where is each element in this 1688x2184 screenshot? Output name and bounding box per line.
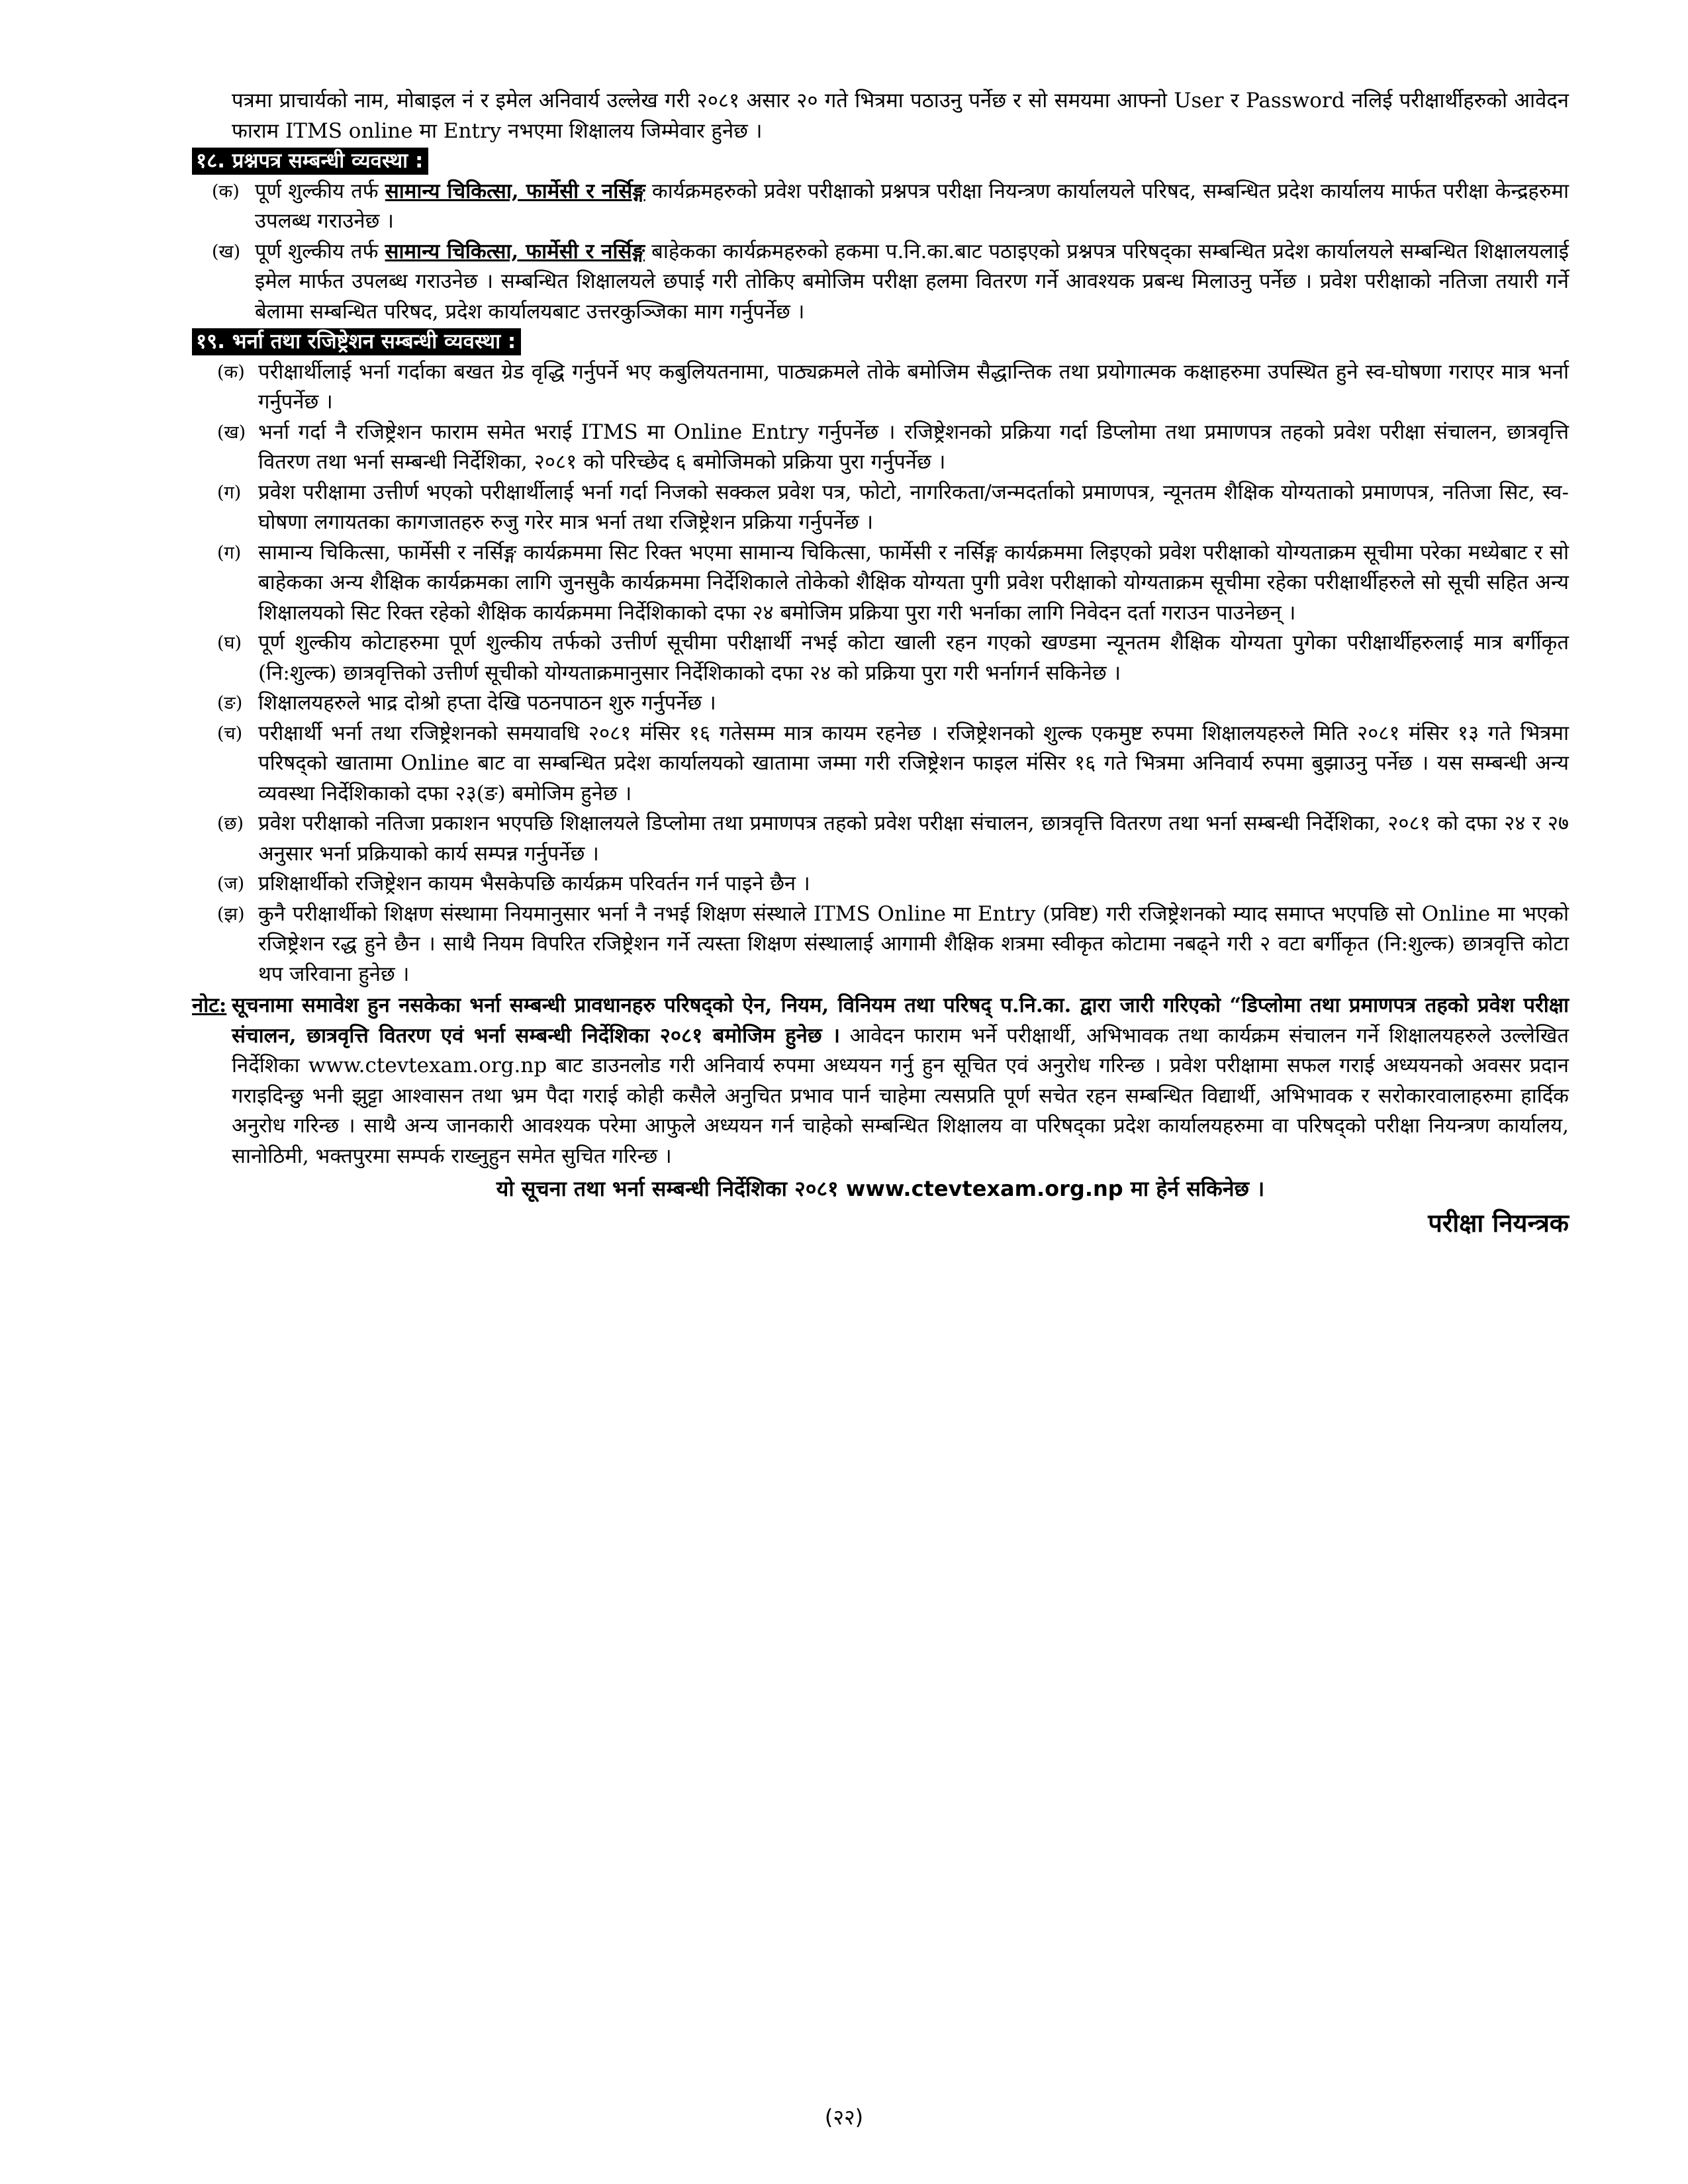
item-bold-programs: सामान्य चिकित्सा, फार्मेसी र नर्सिङ्ग — [385, 179, 645, 203]
item-text: कार्यक्रमहरुको प्रवेश परीक्षाको प्रश्नपत्र परीक्षा नियन्त्रण कार्यालयले परिषद, सम्बन्धित प्रदेश कार्यालय मार्फत परीक्षा केन्द्रहरुमा उपलब्ध गराउनेछ । — [255, 179, 1569, 233]
note-bold-text: सूचनामा समावेश हुन नसकेका भर्ना सम्बन्धी प्रावधानहरु परिषद्को ऐन, नियम, विनियम तथा परिषद् प.नि.का. द्वारा जारी गरिएको “डिप्लोमा तथा प्रमाणपत्र तहको प्रवेश परीक्षा संचालन, छात्रवृत्ति वितरण एवं भर्ना सम्बन्धी निर्देशिका २०८१ बमोजिम हुनेछ । — [232, 993, 1569, 1048]
item-marker: (ग) — [217, 482, 242, 503]
item-text: प्रशिक्षार्थीको रजिष्ट्रेशन कायम भैसकेपछि कार्यक्रम परिवर्तन गर्न पाइने छैन । — [258, 872, 810, 895]
item-text: प्रवेश परीक्षाको नतिजा प्रकाशन भएपछि शिक्षालयले डिप्लोमा तथा प्रमाणपत्र तहको प्रवेश परीक्षा संचालन, छात्रवृत्ति वितरण तथा भर्ना सम्बन्धी निर्देशिका, २०८१ को दफा २४ र २७ अनुसार भर्ना प्रक्रियाको कार्य सम्पन्न गर्नुपर्नेछ । — [258, 811, 1569, 866]
item-marker: (झ) — [217, 903, 245, 925]
section-19-item — [192, 478, 1569, 538]
item-text: शिक्षालयहरुले भाद्र दोश्रो हप्ता देखि पठनपाठन शुरु गर्नुपर्नेछ । — [258, 691, 716, 715]
item-marker: (ग) — [217, 542, 242, 563]
section-19-item — [192, 809, 1569, 869]
item-text: परीक्षार्थीलाई भर्ना गर्दाका बखत ग्रेड वृद्धि गर्नुपर्ने भए कबुलियतनामा, पाठ्यक्रमले तोके बमोजिम सैद्धान्तिक तथा प्रयोगात्मक कक्षाहरुमा उपस्थित हुने स्व-घोषणा गराएर मात्र भर्ना गर्नुपर्नेछ । — [258, 359, 1569, 414]
section-19-item — [192, 719, 1569, 809]
section-18-heading: १८. प्रश्नपत्र सम्बन्धी व्यवस्था : — [192, 148, 428, 175]
section-19-item — [192, 688, 1569, 719]
item-text: भर्ना गर्दा नै रजिष्ट्रेशन फाराम समेत भराई ITMS मा Online Entry गर्नुपर्नेछ । रजिष्ट्रेशनको प्रक्रिया गर्दा डिप्लोमा तथा प्रमाणपत्र तहको प्रवेश परीक्षा संचालन, छात्रवृत्ति वितरण तथा भर्ना सम्बन्धी निर्देशिका, २०८१ को परिच्छेद ६ बमोजिमको प्रक्रिया पुरा गर्नुपर्नेछ । — [258, 420, 1569, 474]
item-marker: (ख) — [212, 241, 241, 262]
item-marker: (क) — [217, 361, 245, 383]
intro-paragraph: पत्रमा प्राचार्यको नाम, मोबाइल नं र इमेल अनिवार्य उल्लेख गरी २०८१ असार २० गते भित्रमा पठाउनु पर्नेछ र सो समयमा आफ्नो User र Password नलिई परीक्षार्थीहरुको आवेदन फाराम ITMS online मा Entry नभएमा शिक्षालय जिम्मेवार हुनेछ । — [232, 89, 1569, 143]
item-text: पूर्ण शुल्कीय कोटाहरुमा पूर्ण शुल्कीय तर्फको उत्तीर्ण सूचीमा परीक्षार्थी नभई कोटा खाली रहन गएको खण्डमा न्यूनतम शैक्षिक योग्यता पुगेका परीक्षार्थीहरुलाई मात्र बर्गीकृत (नि:शुल्क) छात्रवृत्तिको उत्तीर्ण सूचीको योग्यताक्रमानुसार निर्देशिकाको दफा २४ को प्रक्रिया पुरा गरी भर्नागर्न सकिनेछ । — [258, 631, 1569, 685]
note-label: नोट: — [192, 993, 227, 1017]
section-19-item — [192, 869, 1569, 899]
item-marker: (ङ) — [217, 693, 243, 713]
item-text: कुनै परीक्षार्थीको शिक्षण संस्थामा नियमानुसार भर्ना नै नभई शिक्षण संस्थाले ITMS Online मा Entry (प्रविष्ट) गरी रजिष्ट्रेशनको म्याद समाप्त भएपछि सो Online मा भएको रजिष्ट्रेशन रद्ध हुने छैन । साथै नियम विपरित रजिष्ट्रेशन गर्ने त्यस्ता शिक्षण संस्थालाई आगामी शैक्षिक शत्रमा स्वीकृत कोटामा नबढ्ने गरी २ वटा बर्गीकृत (नि:शुल्क) छात्रवृत्ति कोटा थप जरिवाना हुनेछ । — [258, 901, 1569, 986]
section-19-item — [192, 628, 1569, 688]
document-page — [192, 86, 1569, 1238]
section-18-item-kha — [192, 237, 1569, 328]
item-text: प्रवेश परीक्षामा उत्तीर्ण भएको परीक्षार्थीलाई भर्ना गर्दा निजको सक्कल प्रवेश पत्र, फोटो, नागरिकता/जन्मदर्ताको प्रमाणपत्र, न्यूनतम शैक्षिक योग्यताको प्रमाणपत्र, नतिजा सिट, स्व-घोषणा लगायतका कागजातहरु रुजु गरेर मात्र भर्ना तथा रजिष्ट्रेशन प्रक्रिया गर्नुपर्नेछ । — [258, 480, 1569, 534]
item-marker: (ज) — [217, 874, 245, 894]
note-text: आवेदन फाराम भर्ने परीक्षार्थी, अभिभावक तथा कार्यक्रम संचालन गर्ने शिक्षालयहरुले उल्लेखित निर्देशिका www.ctevtexam.org.np बाट डाउनलोड गरी अनिवार्य रुपमा अध्ययन गर्नु हुन सूचित एवं अनुरोध गरिन्छ । प्रवेश परीक्षामा सफल गराई अध्ययनको अवसर प्रदान गराइदिन्छु भनी झुट्टा आश्वासन तथा भ्रम पैदा गराई कोही कसैले अनुचित प्रभाव पार्न चाहेमा त्यसप्रति पूर्ण सचेत रहन सम्बन्धित विद्यार्थी, अभिभावक र सरोकारवालाहरुमा हार्दिक अनुरोध गरिन्छ । साथै अन्य जानकारी आवश्यक परेमा आफुले अध्ययन गर्न चाहेको सम्बन्धित शिक्षालय वा परिषद्का प्रदेश कार्यालयहरुमा वा परिषद्को परीक्षा नियन्त्रण कार्यालय, सानोठिमी, भक्तपुरमा सम्पर्क राख्नुहुन समेत सुचित गरिन्छ । — [232, 1023, 1569, 1168]
item-lead: पूर्ण शुल्कीय तर्फ — [255, 239, 379, 263]
item-marker: (ख) — [217, 422, 246, 443]
item-text: सामान्य चिकित्सा, फार्मेसी र नर्सिङ्ग कार्यक्रममा सिट रिक्त भएमा सामान्य चिकित्सा, फार्मेसी र नर्सिङ्ग कार्यक्रममा लिइएको प्रवेश परीक्षाको योग्यताक्रम सूचीमा परेका मध्येबाट र सो बाहेकका अन्य शैक्षिक कार्यक्रमका लागि जुनसुकै कार्यक्रममा निर्देशिकाले तोकेको शैक्षिक योग्यता पुगी प्रवेश परीक्षाको योग्यताक्रम सूचीमा रहेका परीक्षार्थीहरुले सो सूची सहित अन्य शिक्षालयको सिट रिक्त रहेको शैक्षिक कार्यक्रममा निर्देशिकाको दफा २४ बमोजिम प्रक्रिया पुरा गरी भर्नाका लागि निवेदन दर्ता गराउन पाउनेछन् । — [258, 540, 1569, 625]
item-bold-programs: सामान्य चिकित्सा, फार्मेसी र नर्सिङ्ग — [385, 239, 645, 263]
section-19-heading: १९. भर्ना तथा रजिष्ट्रेशन सम्बन्धी व्यवस्था : — [192, 328, 521, 355]
note-paragraph — [192, 991, 1569, 1171]
section-19-item — [192, 899, 1569, 990]
item-lead: पूर्ण शुल्कीय तर्फ — [255, 179, 379, 203]
item-marker: (क) — [212, 181, 240, 202]
item-marker: (घ) — [217, 633, 242, 653]
section-19-item — [192, 418, 1569, 478]
item-text: परीक्षार्थी भर्ना तथा रजिष्ट्रेशनको समयावधि २०८१ मंसिर १६ गतेसम्म मात्र कायम रहनेछ । रजिष्ट्रेशनको शुल्क एकमुष्ट रुपमा शिक्षालयहरुले मिति २०८१ मंसिर १३ गते भित्रमा परिषद्को खातामा Online बाट वा सम्बन्धित प्रदेश कार्यालयको खातामा जम्मा गरी रजिष्ट्रेशन फाइल मंसिर १६ गते भित्रमा अनिवार्य रुपमा बुझाउनु पर्नेछ । यस सम्बन्धी अन्य व्यवस्था निर्देशिकाको दफा २३(ङ) बमोजिम हुनेछ । — [258, 721, 1569, 805]
item-marker: (च) — [217, 723, 243, 744]
page-number: (२२) — [824, 2105, 864, 2130]
item-text: बाहेकका कार्यक्रमहरुको हकमा प.नि.का.बाट पठाइएको प्रश्नपत्र परिषद्का सम्बन्धित प्रदेश कार्यालयले सम्बन्धित शिक्षालयलाई इमेल मार्फत उपलब्ध गराउनेछ । सम्बन्धित शिक्षालयले छपाई गरी तोकिए बमोजिम परीक्षा हलमा वितरण गर्ने आवश्यक प्रबन्ध मिलाउनु पर्नेछ । प्रवेश परीक्षाको नतिजा तयारी गर्ने बेलामा सम्बन्धित परिषद, प्रदेश कार्यालयबाट उत्तरकुञ्जिका माग गर्नुपर्नेछ । — [255, 239, 1569, 324]
website-notice: यो सूचना तथा भर्ना सम्बन्धी निर्देशिका २०८१ www.ctevtexam.org.np मा हेर्न सकिनेछ । — [496, 1176, 1265, 1201]
item-marker: (छ) — [217, 813, 244, 834]
section-19-item — [192, 357, 1569, 418]
signature-title: परीक्षा नियन्त्रक — [1428, 1208, 1569, 1238]
section-19-item — [192, 538, 1569, 629]
section-18-item-ka — [192, 177, 1569, 237]
